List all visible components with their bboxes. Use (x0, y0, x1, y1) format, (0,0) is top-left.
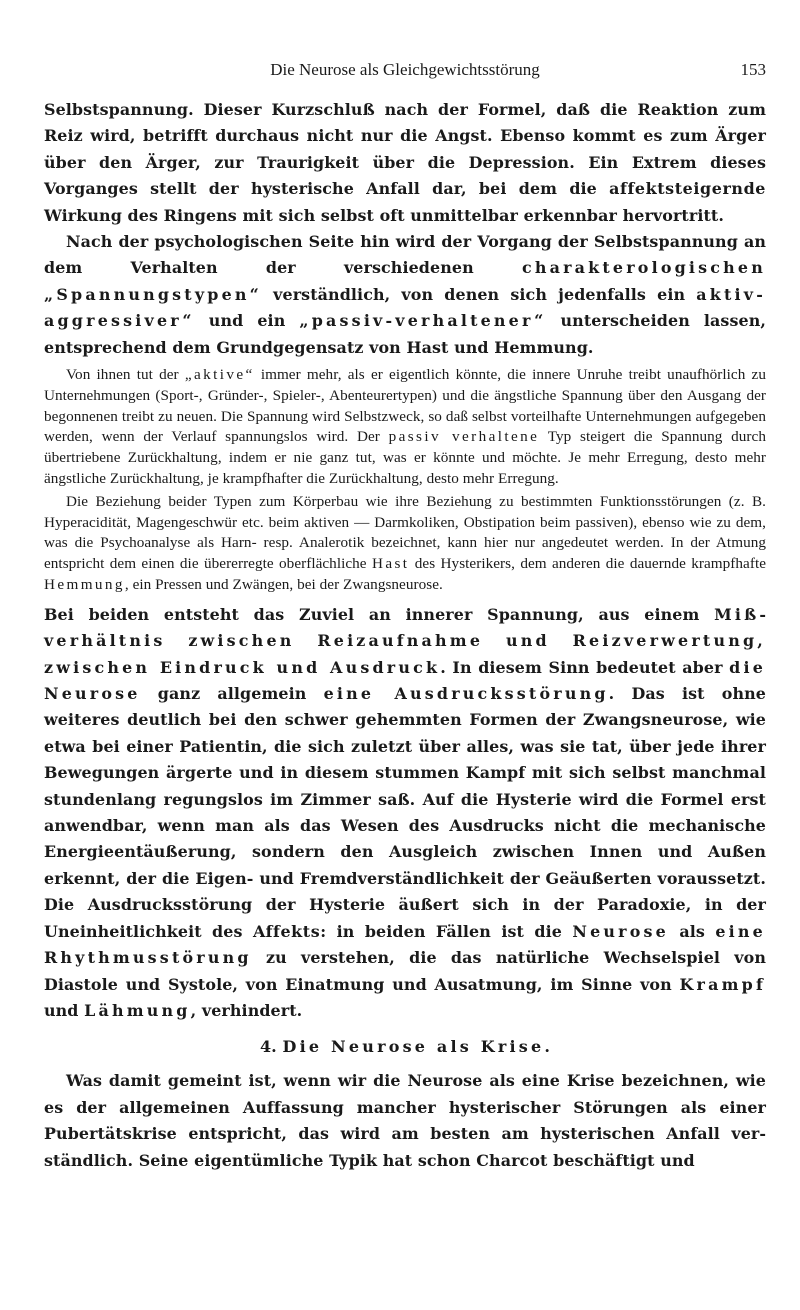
spaced-emphasis: Affekts (252, 921, 321, 941)
text-run: Was damit gemeint ist, wenn wir die Neurose als eine Krise bezeichnen, wie es der allgemeinen Auffassung mancher hysterischer Störungen als einer Pubertätskrise entspricht, das wird am besten am hysterischen Anfall verständlich. Seine eigentümliche Typik hat schon Charcot beschäftigt und (44, 1071, 766, 1170)
text-run: des Hysterikers, dem anderen die dauernde krampfhafte (409, 555, 767, 573)
spaced-emphasis: eine Ausdrucksstörung (323, 684, 609, 704)
text-run: : in beiden Fällen ist die (320, 921, 573, 941)
text-run: ganz allgemein (140, 684, 324, 704)
text-run: . In diesem Sinn bedeutet aber (440, 657, 730, 677)
text-run: und ein (194, 311, 300, 331)
text-run: Wirkung des Ringens mit sich selbst oft unmittelbar erkennbar hervortritt. (44, 205, 724, 225)
spaced-emphasis: die Neurose (44, 657, 766, 704)
section-heading (44, 1034, 766, 1060)
spaced-emphasis: charakterologischen „Spannungstypen“ (44, 258, 766, 304)
spaced-emphasis: passiv verhaltene (388, 428, 540, 446)
text-run: Die Beziehung beider Typen zum Körperbau wie ihre Beziehung zu bestimmten Funktionsstörungen (z. B. Hyperacidität, Magengeschwür etc. beim aktiven — Darmkoliken, Obstipation beim passiven), ebenso wie zu dem, was die Psychoanalyse als Harn- resp. Analerotik bezeichnet, kann hier nur angedeutet werden. In der Atmung entspricht dem einen die übererregte oberflächliche (44, 492, 766, 573)
text-run: immer mehr, als er eigentlich könnte, die innere Unruhe treibt unaufhörlich zu Unternehmungen (Sport-, Gründer-, Spieler-, Abenteurertypen) und die ängstliche Spannung über den Ausgang der begonnenen treibt zu neuen. Die Spannung wird Selbstzweck, so daß selbst vorteilhafte Unternehmungen aufgegeben werden, wenn der Verlauf spannungslos wird. Der (44, 366, 766, 446)
spaced-emphasis: „aktive“ (184, 366, 255, 384)
spaced-emphasis: aktiv-aggressiver“ (44, 284, 766, 331)
paragraph-spannungstypen (44, 229, 766, 361)
spaced-emphasis: Mißverhältnis zwischen Reizaufnahme und Reizverwertung, zwischen Eindruck und Ausdruck (44, 604, 766, 677)
text-run: . Das ist ohne weiteres deutlich bei den schwer gehemmten Formen der Zwangsneurose, wie etwa bei einer Patientin, die sich zuletzt über alles, was sie tat, über jede ihrer Bewegungen ärgerte und in diesem stummen Kampf mit sich selbst manchmal stundenlang regungslos im Zimmer saß. Auf die Hysterie wird die Formel erst anwendbar, wenn man als das Wesen des Ausdrucks nicht die mechanische Energieentäußerung, sondern den Ausgleich zwischen Innen und Außen erkennt, der die Eigen- und Fremdverständlichkeit der Geäußerten voraussetzt. Die Ausdrucksstörung der Hysterie äußert sich in der Paradoxie, in der Uneinheitlichkeit des (44, 684, 767, 941)
paragraph-krise (44, 1068, 766, 1174)
text-run: Selbstspannung. Dieser Kurzschluß nach der Formel, daß die Reaktion zum Reiz wird, betrifft durchaus nicht nur die Angst. Ebenso kommt es zum Ärger über den Ärger, zur Traurigkeit über die Depression. Ein Extrem dieses Vorganges stellt der hysterische Anfall dar, bei dem die (44, 100, 766, 199)
spaced-emphasis: „passiv-verhaltener“ (299, 311, 547, 331)
text-run: Bei beiden entsteht das Zuviel an innerer Spannung, aus einem (44, 604, 715, 624)
text-run: , verhindert. (190, 1000, 303, 1020)
section-title: Die Neurose als Krise (282, 1037, 545, 1057)
text-run: Typ steigert die Spannung durch übertriebene Zurückhaltung, indem er nie ganz tut, was er könnte und möchte. Je mehr Erregung, desto mehr ängstliche Zurückhaltung, je krampfhafter die Zurückhaltung, desto mehr Erregung. (44, 428, 766, 488)
text-run: , ein Pressen und Zwängen, bei der Zwangsneurose. (124, 576, 443, 594)
running-head-title: Die Neurose als Gleichgewichtsstörung (270, 60, 540, 79)
text-run: Von ihnen tut der (66, 366, 185, 384)
paragraph-ausdrucksstoerung (44, 602, 766, 1025)
section-number: 4. (259, 1037, 283, 1057)
spaced-emphasis: Hemmung (44, 576, 125, 594)
spaced-emphasis: Neurose (572, 921, 669, 941)
page-number: 153 (740, 60, 766, 79)
spaced-emphasis: Krampf (679, 974, 766, 994)
small-paragraph-beziehung (44, 492, 766, 596)
running-head (44, 58, 766, 82)
text-run: und (44, 1000, 85, 1020)
text-run: verständlich, von denen sich jedenfalls ein (261, 284, 697, 304)
text-run: zu verstehen, die das natürliche Wechselspiel von Diastole und Systole, von Einatmung und Ausatmung, im Sinne von (44, 948, 766, 994)
paragraph-selbstspannung (44, 97, 766, 229)
text-run: unterscheiden lassen, entsprechend dem Grundgegensatz von Hast und Hemmung. (44, 311, 766, 357)
page-body (44, 97, 766, 1174)
spaced-emphasis: affektsteigernde (609, 179, 766, 199)
text-run: . (544, 1037, 551, 1057)
text-run: Nach der psychologischen Seite hin wird der Vorgang der Selbstspannung an dem Verhalten der verschiedenen (44, 232, 766, 278)
spaced-emphasis: Hast (371, 555, 410, 573)
spaced-emphasis: Lähmung (84, 1000, 191, 1020)
spaced-emphasis: eine Rhythmusstörung (44, 921, 766, 968)
small-paragraph-aktive (44, 365, 766, 490)
text-run: als (668, 921, 716, 941)
